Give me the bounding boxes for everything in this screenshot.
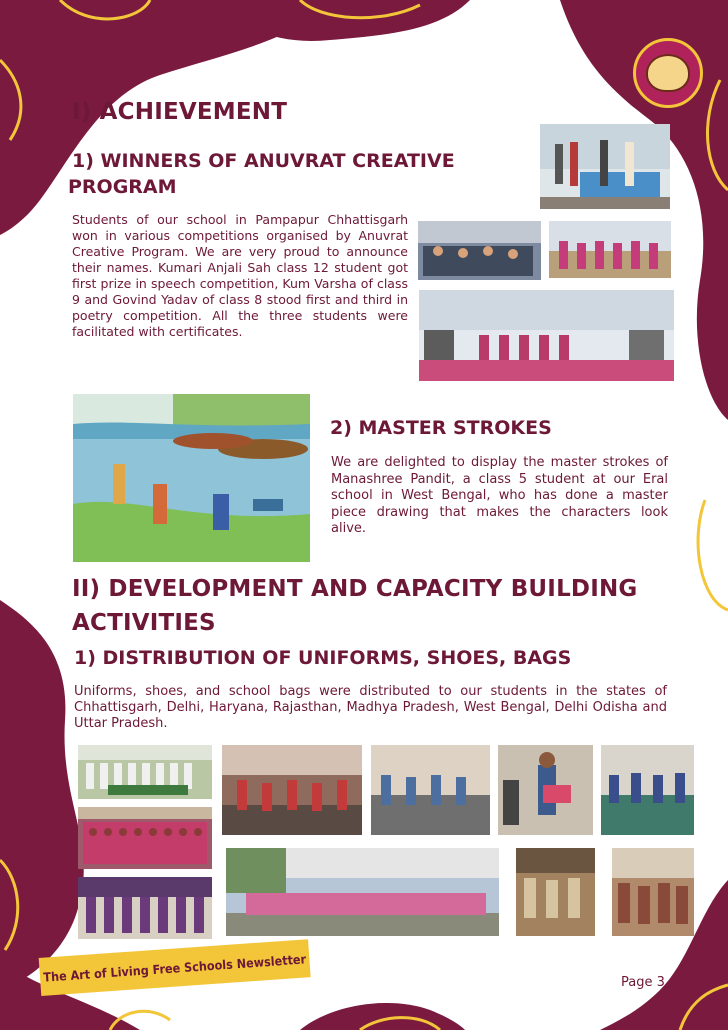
students-stage-photo	[549, 221, 671, 278]
uniform-photo-6	[78, 807, 212, 869]
school-logo	[633, 38, 703, 108]
children-faces-icon	[646, 54, 690, 92]
uniform-photo-1	[78, 745, 212, 799]
uniform-photo-5	[601, 745, 694, 835]
distribution-heading: 1) DISTRIBUTION OF UNIFORMS, SHOES, BAGS	[74, 647, 572, 669]
uniform-photo-7	[226, 848, 499, 936]
performance-stage-photo	[419, 290, 674, 381]
award-ceremony-photo	[540, 124, 670, 209]
newsletter-banner	[39, 939, 311, 996]
newsletter-title: The Art of Living Free Schools Newsletter	[42, 950, 307, 985]
uniform-photo-4	[498, 745, 593, 835]
uniform-photo-3	[371, 745, 490, 835]
section-development-heading-line1: II) DEVELOPMENT AND CAPACITY BUILDING	[72, 576, 638, 602]
classroom-photo-1	[418, 221, 541, 280]
winners-heading-line2: PROGRAM	[68, 176, 177, 198]
winners-paragraph: Students of our school in Pampapur Chhattisgarh won in various competitions organised by Anuvrat Creative Program. We are very proud to announce their names. Kumari Anjali Sah class 12 student got first prize in speech competition, Kum Varsha of class 9 and Govind Yadav of class 8 stood first and third in poetry competition. All the three students were facilitated with certificates.	[72, 212, 408, 339]
uniform-photo-10	[78, 877, 212, 939]
uniform-photo-9	[612, 848, 694, 936]
master-strokes-heading: 2) MASTER STROKES	[330, 417, 552, 439]
page-number: Page 3	[621, 975, 665, 990]
winners-heading-line1: 1) WINNERS OF ANUVRAT CREATIVE	[72, 150, 455, 172]
distribution-paragraph: Uniforms, shoes, and school bags were distributed to our students in the states of Chhattisgarh, Delhi, Haryana, Rajasthan, Madhya Pradesh, West Bengal, Delhi Odisha and Uttar Pradesh.	[74, 684, 667, 731]
uniform-photo-2	[222, 745, 362, 835]
master-strokes-painting	[73, 394, 310, 562]
master-strokes-paragraph: We are delighted to display the master strokes of Manashree Pandit, a class 5 student at our Eral school in West Bengal, who has done a master piece drawing that makes the characters look alive.	[331, 455, 668, 536]
section-development-heading-line2: ACTIVITIES	[72, 610, 216, 636]
uniform-photo-8	[516, 848, 595, 936]
section-achievement-heading: I) ACHIEVEMENT	[72, 99, 288, 125]
